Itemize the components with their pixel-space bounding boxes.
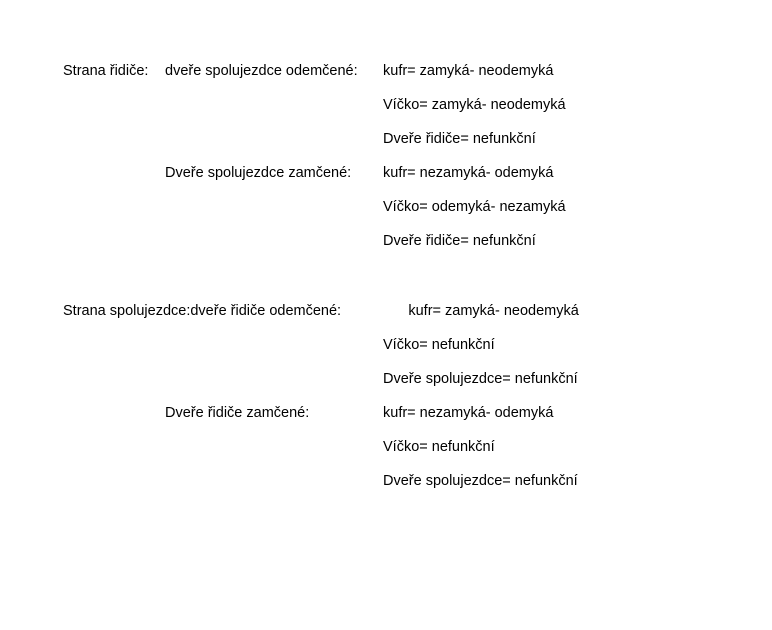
- result-line: Víčko= nefunkční: [383, 337, 495, 353]
- text-row: [0, 98, 772, 132]
- text-row: [0, 304, 772, 338]
- section-passenger-side: [0, 304, 772, 508]
- text-row: [0, 338, 772, 372]
- side-label-passenger: Strana spolujezdce:: [63, 303, 191, 319]
- text-row: [0, 200, 772, 234]
- text-row: [0, 234, 772, 268]
- result-line: Víčko= nefunkční: [383, 439, 495, 455]
- text-row: [0, 440, 772, 474]
- result-line: kufr= nezamyká- odemyká: [383, 165, 554, 181]
- door-state-label-driver-locked: Dveře řidiče zamčené:: [165, 405, 310, 421]
- door-state-label-passenger-unlocked: dveře spolujezdce odemčené:: [165, 63, 358, 79]
- result-line: Víčko= odemyká- nezamyká: [383, 199, 566, 215]
- text-row: [0, 166, 772, 200]
- result-line: kufr= zamyká- neodemyká: [408, 303, 579, 319]
- result-line: Dveře řidiče= nefunkční: [383, 233, 536, 249]
- text-row: [0, 64, 772, 98]
- door-state-label-driver-unlocked: dveře řidiče odemčené:: [190, 303, 342, 319]
- text-row: [0, 474, 772, 508]
- result-line: Dveře řidiče= nefunkční: [383, 131, 536, 147]
- result-line: kufr= nezamyká- odemyká: [383, 405, 554, 421]
- text-row: [0, 406, 772, 440]
- result-line: Dveře spolujezdce= nefunkční: [383, 473, 578, 489]
- text-row: [0, 372, 772, 406]
- result-line: Dveře spolujezdce= nefunkční: [383, 371, 578, 387]
- door-state-label-passenger-locked: Dveře spolujezdce zamčené:: [165, 165, 352, 181]
- side-label-driver: Strana řidiče:: [63, 63, 149, 79]
- section-driver-side: [0, 64, 772, 268]
- text-row: [0, 132, 772, 166]
- result-line: Víčko= zamyká- neodemyká: [383, 97, 566, 113]
- section-divider-space: [0, 268, 772, 304]
- result-line: kufr= zamyká- neodemyká: [383, 63, 554, 79]
